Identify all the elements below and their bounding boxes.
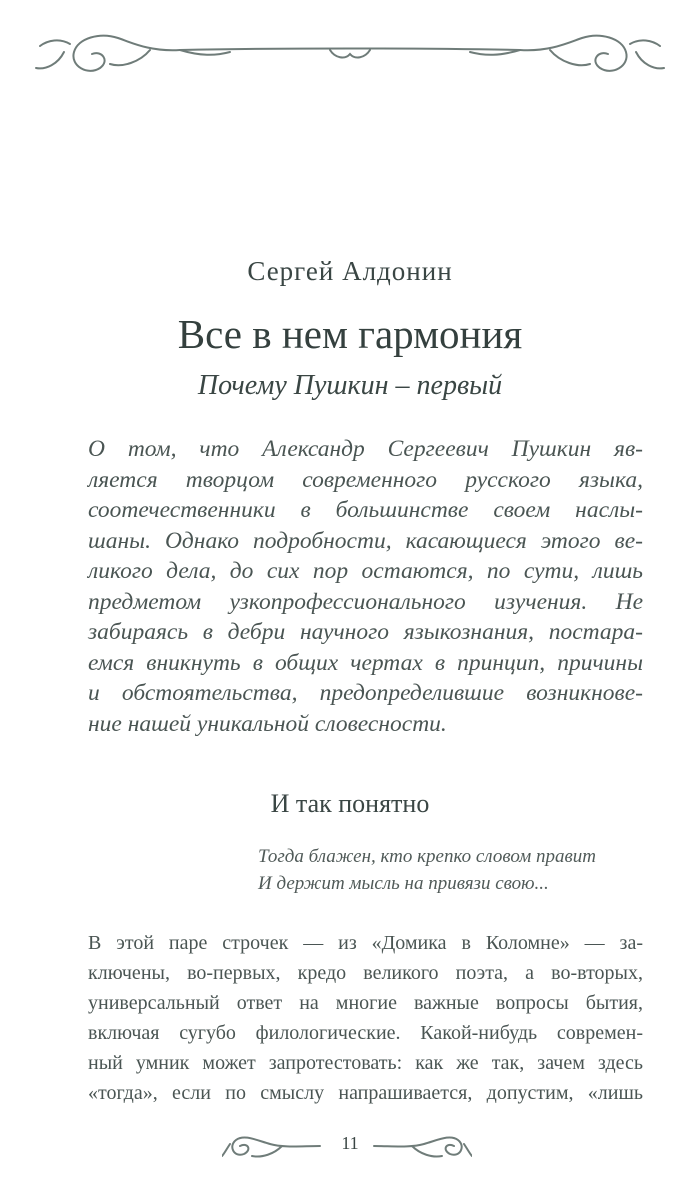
intro-line: соотечественники в большинстве своем наслы- xyxy=(88,497,643,523)
body-line: ключены, во-первых, кредо великого поэта, а во-вторых, xyxy=(88,962,643,984)
intro-line: забираясь в дебри научного языкознания, постара- xyxy=(88,619,643,645)
body-line: ный умник может запротестовать: как же так, зачем здесь xyxy=(88,1052,643,1074)
chapter-subtitle: Почему Пушкин – первый xyxy=(197,370,503,401)
intro-line: ляется творцом современного русского языка, xyxy=(88,466,643,493)
body-paragraph xyxy=(88,928,643,1108)
intro-line: ние нашей уникальной словесности. xyxy=(88,710,447,737)
section-heading: И так понятно xyxy=(270,789,430,818)
page-number: 11 xyxy=(341,1133,359,1153)
body-line: «тогда», если по смыслу напрашивается, допустим, «лишь xyxy=(88,1082,643,1104)
flourish-divider-icon xyxy=(30,28,670,88)
body-line: включая сугубо филологические. Какой-нибудь современ- xyxy=(88,1022,643,1044)
intro-line: шаны. Однако подробности, касающиеся этого ве- xyxy=(88,527,643,554)
epigraph-line: Тогда блажен, кто крепко словом правит xyxy=(258,846,596,867)
body-line: универсальный ответ на многие важные вопросы бытия, xyxy=(88,992,643,1014)
intro-line: О том, что Александр Сергеевич Пушкин яв- xyxy=(88,436,643,462)
intro-line: и обстоятельства, предопределившие возникнове- xyxy=(88,680,643,706)
flourish-icon xyxy=(372,1128,472,1164)
epigraph xyxy=(258,843,648,897)
intro-line: предметом узкопрофессионального изучения. Не xyxy=(88,588,643,615)
intro-line: емся вникнуть в общих чертах в принцип, причины xyxy=(88,649,643,676)
intro-paragraph xyxy=(88,434,643,739)
author-name: Сергей Алдонин xyxy=(247,256,453,286)
body-line: В этой паре строчек — из «Домика в Коломне» — за- xyxy=(88,932,643,954)
epigraph-line: И держит мысль на привязи свою... xyxy=(258,873,549,894)
chapter-title: Все в нем гармония xyxy=(177,311,523,357)
intro-line: ликого дела, до сих пор остаются, по сути, лишь xyxy=(88,558,643,584)
